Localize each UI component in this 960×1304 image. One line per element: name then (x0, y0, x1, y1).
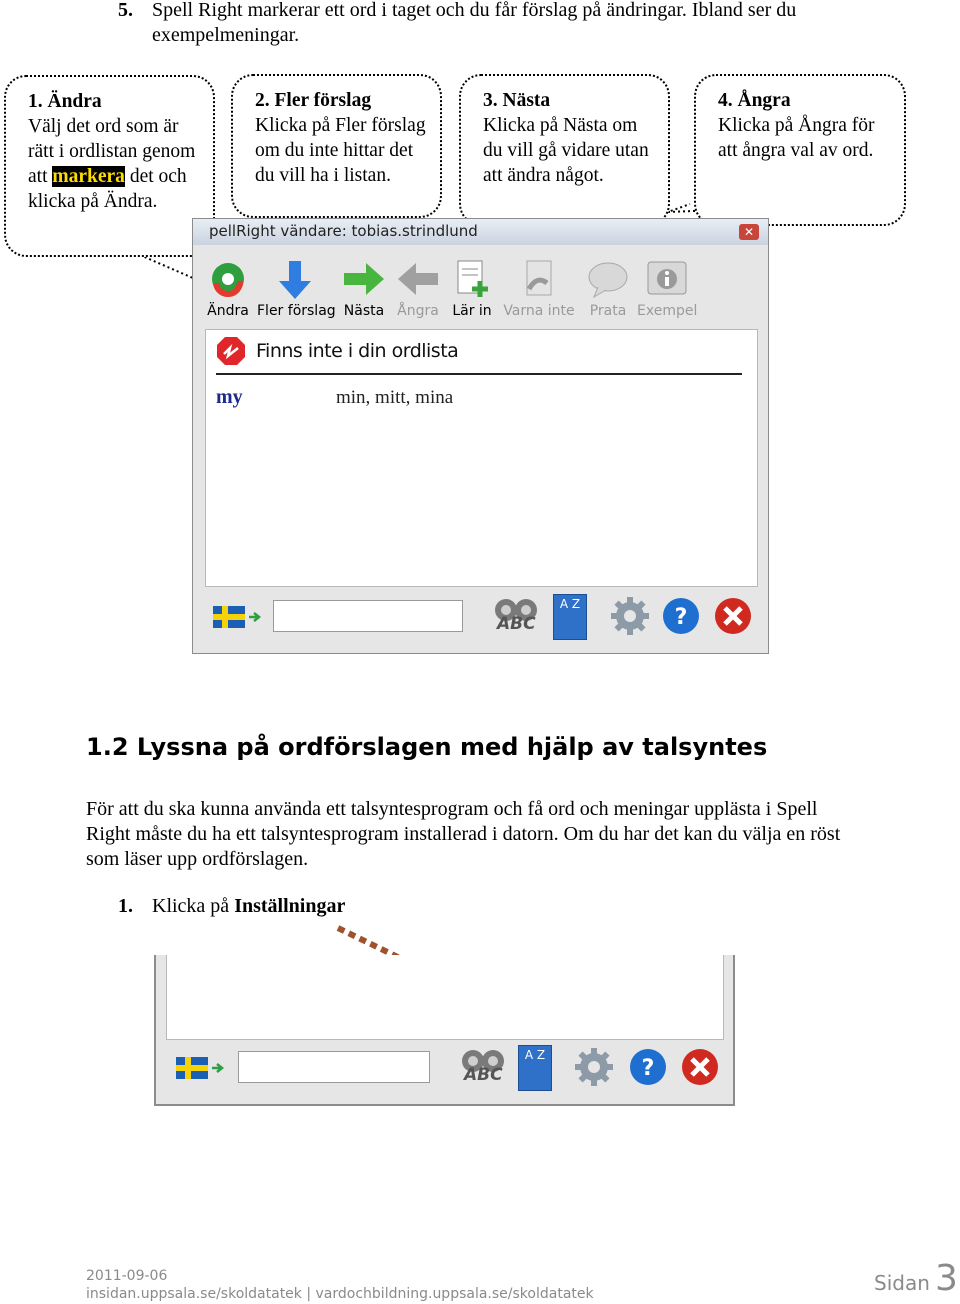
help-icon[interactable] (661, 596, 701, 636)
close-icon[interactable] (680, 1047, 720, 1087)
recycle-arrow-icon (208, 259, 248, 299)
misspelled-word[interactable]: my (216, 386, 243, 408)
notice-divider (216, 373, 742, 375)
callout-fler-title: 2. Fler förslag (255, 90, 372, 111)
exempel-button[interactable] (637, 259, 697, 319)
step-1-prefix: Klicka på (152, 895, 235, 917)
info-window-icon (645, 259, 689, 299)
callout-nasta-title: 3. Nästa (483, 90, 551, 111)
bottom-bar (205, 592, 756, 644)
callout-andra-post: det och klicka på Ändra. (28, 166, 187, 212)
window-close-button[interactable]: ✕ (739, 224, 759, 240)
stop-sign-icon (216, 336, 246, 366)
speech-bubble-icon (586, 259, 630, 299)
book-letters: A Z (559, 597, 581, 611)
lar-in-button[interactable] (449, 259, 495, 319)
crop-book-letters: A Z (524, 1048, 546, 1062)
lar-in-label: Lär in (452, 303, 492, 319)
callout-angra-text: Klicka på Ångra för att ångra val av ord. (718, 115, 875, 161)
footer-date: 2011-09-06 (86, 1268, 168, 1284)
crop-abc-label: ABC (464, 1065, 503, 1085)
section-paragraph: För att du ska kunna använda ett talsyntesprogram och få ord och meningar upplästa i Spell Right måste du ha ett talsyntesprogram installerad i datorn. Om du har det kan du välja en röst som läser upp ordförslagen. (86, 798, 841, 870)
window-titlebar (193, 219, 768, 245)
abc-label: ABC (497, 614, 536, 634)
prata-button[interactable] (585, 259, 631, 319)
angra-label: Ångra (397, 303, 439, 319)
step-1-bold: Inställningar (234, 895, 346, 917)
callout-andra (4, 75, 215, 257)
angra-button[interactable] (395, 259, 441, 319)
fler-forslag-label: Fler förslag (257, 303, 336, 319)
swedish-flag-icon[interactable] (213, 604, 265, 630)
exempel-label: Exempel (637, 303, 698, 319)
nasta-button[interactable] (341, 259, 387, 319)
window-title: pellRight vändare: tobias.strindlund (209, 222, 478, 240)
crop-content-pane (166, 955, 724, 1040)
crop-dictionary-book-button[interactable] (518, 1045, 552, 1091)
varna-inte-button[interactable] (501, 259, 577, 319)
arrow-down-icon (275, 259, 315, 299)
text-input[interactable] (273, 600, 463, 632)
crop-text-input[interactable] (238, 1051, 430, 1083)
crop-bottom-bar (166, 1043, 722, 1095)
notice-text: Finns inte i din ordlista (256, 340, 459, 362)
footer-page-number: 3 (934, 1258, 958, 1299)
callout-andra-pre: Välj det ord som är rätt i ordlistan genom att (28, 116, 196, 187)
step-1 (118, 895, 346, 918)
crop-binoculars-abc-button[interactable] (460, 1045, 506, 1093)
callout-nasta (459, 74, 670, 226)
suggestion-list[interactable]: min, mitt, mina (336, 387, 454, 408)
step-1-number: 1. (118, 895, 133, 917)
suggestion-pane (205, 329, 758, 587)
spellright-window (192, 218, 769, 654)
callout-andra-title: 1. Ändra (28, 91, 102, 112)
help-icon[interactable] (628, 1047, 668, 1087)
svg-text:?: ? (641, 1056, 655, 1081)
gear-icon[interactable] (574, 1047, 614, 1087)
footer-page-label: Sidan (874, 1271, 930, 1295)
callout-nasta-text: Klicka på Nästa om du vill gå vidare utan att ändra något. (483, 115, 649, 186)
andra-label: Ändra (207, 303, 249, 319)
arrow-right-icon (342, 259, 386, 299)
step-5-text: Spell Right markerar ett ord i taget och du får förslag på ändringar. Ibland ser du exempelmeningar. (152, 0, 797, 46)
footer-links: insidan.uppsala.se/skoldatatek | vardochbildning.uppsala.se/skoldatatek (86, 1286, 594, 1302)
step-5-number: 5. (118, 0, 133, 21)
dictionary-book-button[interactable] (553, 594, 587, 640)
document-add-icon (452, 259, 492, 299)
close-icon[interactable] (713, 596, 753, 636)
callout-fler-forslag (231, 74, 442, 218)
gear-icon[interactable] (610, 596, 650, 636)
footer-page (874, 1258, 958, 1299)
callout-angra-title: 4. Ångra (718, 90, 791, 111)
toolbar (205, 259, 765, 325)
callout-angra (694, 74, 906, 226)
spellright-bottom-crop (154, 955, 735, 1106)
arrow-left-icon (396, 259, 440, 299)
svg-text:?: ? (674, 605, 688, 630)
nasta-label: Nästa (343, 303, 385, 319)
andra-button[interactable] (205, 259, 251, 319)
prata-label: Prata (589, 303, 627, 319)
swedish-flag-icon[interactable] (176, 1055, 228, 1081)
binoculars-abc-button[interactable] (493, 594, 539, 642)
fler-forslag-button[interactable] (257, 259, 336, 319)
document-hand-icon (519, 259, 559, 299)
callout-fler-text: Klicka på Fler förslag om du inte hittar det du vill ha i listan. (255, 115, 426, 186)
callout-andra-highlight: markera (52, 166, 125, 187)
section-heading: 1.2 Lyssna på ordförslagen med hjälp av talsyntes (86, 733, 768, 761)
varna-inte-label: Varna inte (503, 303, 575, 319)
